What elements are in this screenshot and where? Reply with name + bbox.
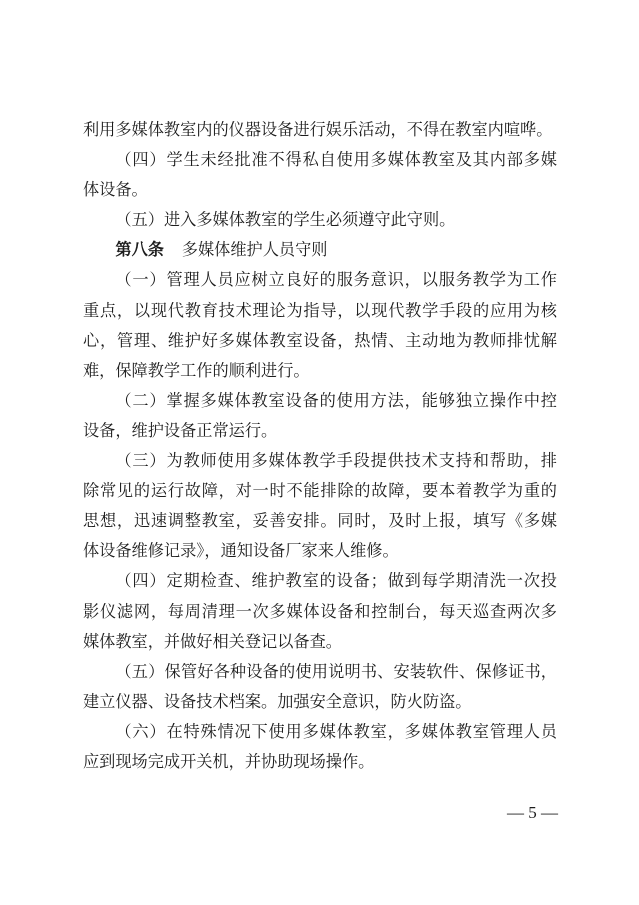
article-item-5: [83, 657, 557, 717]
text-line: 利用多媒体教室内的仪器设备进行娱乐活动，不得在教室内喧哗。: [83, 121, 553, 139]
article-item-2: [83, 386, 557, 446]
article-item-3: [83, 446, 557, 566]
text-line: （三）为教师使用多媒体教学手段提供技术支持和帮助，排: [115, 452, 557, 471]
article-number: 第八条: [115, 241, 164, 260]
text-line: （四）学生未经批准不得私自使用多媒体教室及其内部多媒: [115, 151, 557, 170]
text-line: 体设备。: [83, 181, 148, 200]
body-text: [83, 115, 557, 777]
text-line: 体设备维修记录》，通知设备厂家来人维修。: [83, 542, 399, 561]
text-line: （六）在特殊情况下使用多媒体教室，多媒体教室管理人员: [115, 722, 557, 741]
text-line: 思想，迅速调整教室，妥善安排。同时，及时上报，填写《多媒: [83, 512, 557, 531]
text-line: （五）进入多媒体教室的学生必须遵守此守则。: [115, 211, 456, 230]
text-line: （二）掌握多媒体教室设备的使用方法，能够独立操作中控: [115, 391, 557, 410]
page-number: — 5 —: [507, 803, 558, 822]
paragraph-rule-4: [83, 145, 557, 205]
article-item-1: [83, 265, 557, 385]
paragraph-continuation: [83, 115, 557, 145]
text-line: （一）管理人员应树立良好的服务意识，以服务教学为工作: [115, 271, 557, 290]
text-line: 设备，维护设备正常运行。: [83, 421, 278, 440]
article-title: 多媒体维护人员守则: [181, 241, 328, 260]
article-item-6: [83, 717, 557, 777]
text-line: 应到现场完成开关机，并协助现场操作。: [83, 752, 375, 771]
text-line: （四）定期检查、维护教室的设备；做到每学期清洗一次投: [115, 572, 557, 591]
text-line: 重点，以现代教育技术理论为指导，以现代教学手段的应用为核: [83, 301, 557, 320]
text-line: 难，保障教学工作的顺利进行。: [83, 361, 310, 380]
text-line: 除常见的运行故障，对一时不能排除的故障，要本着教学为重的: [83, 482, 557, 501]
text-line: 心，管理、维护好多媒体教室设备，热情、主动地为教师排忧解: [83, 331, 557, 350]
paragraph-rule-5: [83, 205, 557, 235]
text-line: （五）保管好各种设备的使用说明书、安装软件、保修证书，: [115, 662, 557, 681]
article-item-4: [83, 566, 557, 656]
text-line: 媒体教室，并做好相关登记以备查。: [83, 632, 342, 651]
text-line: 建立仪器、设备技术档案。加强安全意识，防火防盗。: [83, 692, 472, 711]
article-heading: [83, 235, 557, 265]
text-line: 影仪滤网，每周清理一次多媒体设备和控制台，每天巡查两次多: [83, 602, 557, 621]
